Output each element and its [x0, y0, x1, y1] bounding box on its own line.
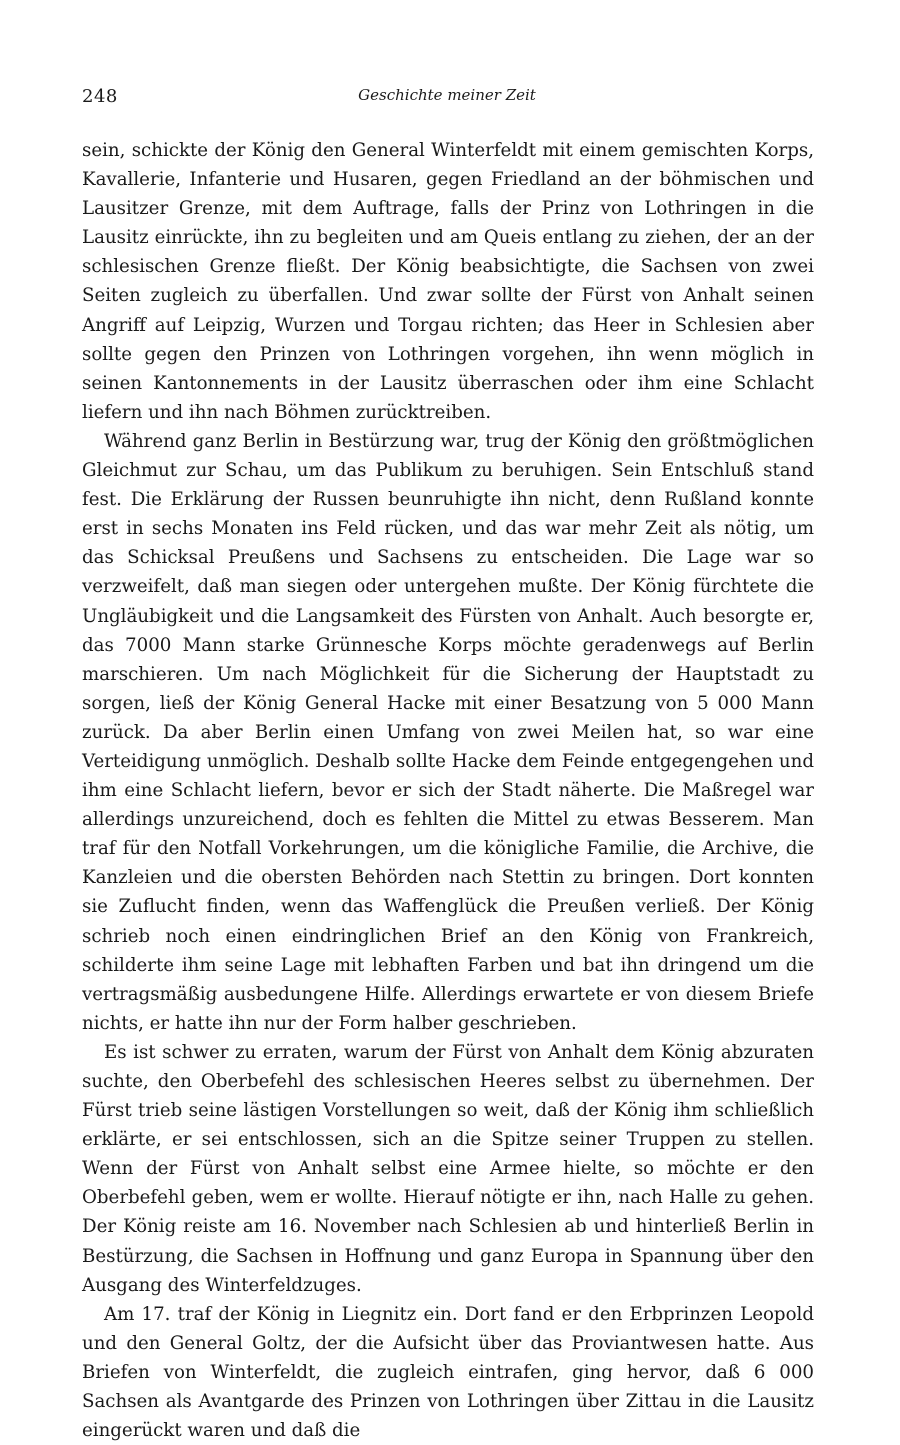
paragraph-3: Es ist schwer zu erraten, warum der Fürst von Anhalt dem König abzuraten suchte, den Oberbefehl des schlesischen Heeres selbst zu übernehmen. Der Fürst trieb seine lästigen Vorstellungen so weit, daß der König ihm schließlich erklärte, er sei entschlossen, sich an die Spitze seiner Truppen zu stellen. Wenn der Fürst von Anhalt selbst eine Armee hielte, so möchte er den Oberbefehl geben, wem er wollte. Hierauf nötigte er ihn, nach Halle zu gehen. Der König reiste am 16. November nach Schlesien ab und hinterließ Berlin in Bestürzung, die Sachsen in Hoffnung und ganz Europa in Spannung über den Ausgang des Winterfeldzuges.: [82, 1041, 814, 1296]
body-text: [82, 136, 814, 1445]
paragraph-4: Am 17. traf der König in Liegnitz ein. Dort fand er den Erbprinzen Leopold und den General Goltz, der die Aufsicht über das Proviantwesen hatte. Aus Briefen von Winterfeldt, die zugleich eintrafen, ging hervor, daß 6 000 Sachsen als Avantgarde des Prinzen von Lothringen über Zittau in die Lausitz eingerückt waren und daß die: [82, 1303, 814, 1442]
page-header: [82, 80, 812, 120]
running-title: Geschichte meiner Zeit: [358, 86, 536, 104]
paragraph-2: Während ganz Berlin in Bestürzung war, trug der König den größtmöglichen Gleichmut zur Schau, um das Publikum zu beruhigen. Sein Entschluß stand fest. Die Erklärung der Russen beunruhigte ihn nicht, denn Rußland konnte erst in sechs Monaten ins Feld rücken, und das war mehr Zeit als nötig, um das Schicksal Preußens und Sachsens zu entscheiden. Die Lage war so verzweifelt, daß man siegen oder untergehen mußte. Der König fürchtete die Ungläubigkeit und die Langsamkeit des Fürsten von Anhalt. Auch besorgte er, das 7000 Mann starke Grünnesche Korps möchte geradenwegs auf Berlin marschieren. Um nach Möglichkeit für die Sicherung der Hauptstadt zu sorgen, ließ der König General Hacke mit einer Besatzung von 5 000 Mann zurück. Da aber Berlin einen Umfang von zwei Meilen hat, so war eine Verteidigung unmöglich. Deshalb sollte Hacke dem Feinde entgegengehen und ihm eine Schlacht liefern, bevor er sich der Stadt näherte. Die Maßregel war allerdings unzureichend, doch es fehlten die Mittel zu etwas Besserem. Man traf für den Notfall Vorkehrungen, um die königliche Familie, die Archive, die Kanzleien und die obersten Behörden nach Stettin zu bringen. Dort konnten sie Zuflucht finden, wenn das Waffenglück die Preußen verließ. Der König schrieb noch einen eindringlichen Brief an den König von Frankreich, schilderte ihm seine Lage mit lebhaften Farben und bat ihn dringend um die vertragsmäßig ausbedungene Hilfe. Allerdings erwartete er von diesem Briefe nichts, er hatte ihn nur der Form halber geschrieben.: [82, 430, 814, 1034]
paragraph-1: sein, schickte der König den General Winterfeldt mit einem gemischten Korps, Kavallerie, Infanterie und Husaren, gegen Friedland an der böhmischen und Lausitzer Grenze, mit dem Auftrage, falls der Prinz von Lothringen in die Lausitz einrückte, ihn zu begleiten und am Queis entlang zu ziehen, der an der schlesischen Grenze fließt. Der König beabsichtigte, die Sachsen von zwei Seiten zugleich zu überfallen. Und zwar sollte der Fürst von Anhalt seinen Angriff auf Leipzig, Wurzen und Torgau richten; das Heer in Schlesien aber sollte gegen den Prinzen von Lothringen vorgehen, ihn wenn möglich in seinen Kantonnements in der Lausitz überraschen oder ihm eine Schlacht liefern und ihn nach Böhmen zurücktreiben.: [82, 140, 814, 423]
page-number: 248: [82, 86, 118, 107]
